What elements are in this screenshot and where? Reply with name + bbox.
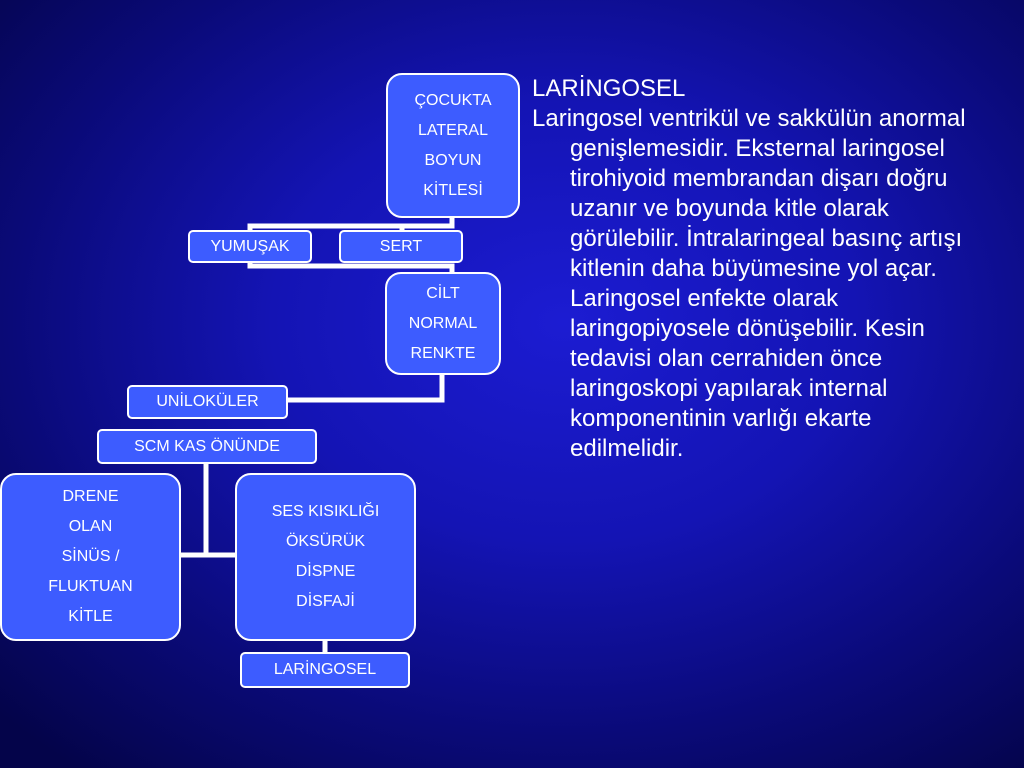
node-skin-line: NORMAL [408, 314, 478, 332]
node-symptoms-line: DİSFAJİ [296, 593, 355, 610]
node-hard-label: SERT [379, 237, 423, 255]
node-symptoms-line: DİSPNE [295, 563, 356, 580]
node-drain-line: SİNÜS / [61, 548, 120, 565]
node-root-line: ÇOCUKTA [414, 91, 492, 109]
node-symptoms-line: SES KISIKLIĞI [271, 503, 380, 520]
node-root [386, 73, 520, 218]
node-scm-label: SCM KAS ÖNÜNDE [134, 437, 280, 455]
node-drain-line: OLAN [68, 518, 113, 535]
node-drain-line: DRENE [62, 488, 119, 505]
node-root-line: BOYUN [424, 151, 482, 169]
node-skin [385, 272, 501, 375]
node-drain-line: KİTLE [68, 608, 113, 625]
node-soft [188, 230, 312, 263]
panel-body: Laringosel ventrikül ve sakkülün anormal genişlemesidir. Eksternal laringosel tirohiyoid membrandan dişarı doğru uzanır ve boyunda kitle olarak görülebilir. İntralaringeal basınç artışı kitlenin daha büyümesine yol açar. Laringosel enfekte olarak laringopiyosele dönüşebilir. Kesin tedavisi olan cerrahiden önce laringoskopi yapılarak internal komponentinin varlığı ekarte edilmelidir. [532, 105, 966, 462]
description-panel [532, 74, 972, 464]
node-result [240, 652, 410, 688]
panel-heading: LARİNGOSEL [532, 75, 686, 102]
node-root-line: LATERAL [418, 121, 488, 139]
node-skin-line: RENKTE [410, 344, 476, 362]
node-symptoms [235, 473, 416, 641]
node-drain [0, 473, 181, 641]
node-symptoms-line: ÖKSÜRÜK [285, 533, 366, 550]
node-scm [97, 429, 317, 464]
node-drain-line: FLUKTUAN [48, 578, 133, 595]
node-skin-line: CİLT [426, 284, 460, 302]
node-result-label: LARİNGOSEL [273, 661, 377, 678]
node-unilocular [127, 385, 288, 419]
node-root-line: KİTLESİ [423, 181, 483, 199]
node-unilocular-label: UNİLOKÜLER [156, 393, 259, 410]
node-hard [339, 230, 463, 263]
node-soft-label: YUMUŞAK [210, 237, 290, 255]
